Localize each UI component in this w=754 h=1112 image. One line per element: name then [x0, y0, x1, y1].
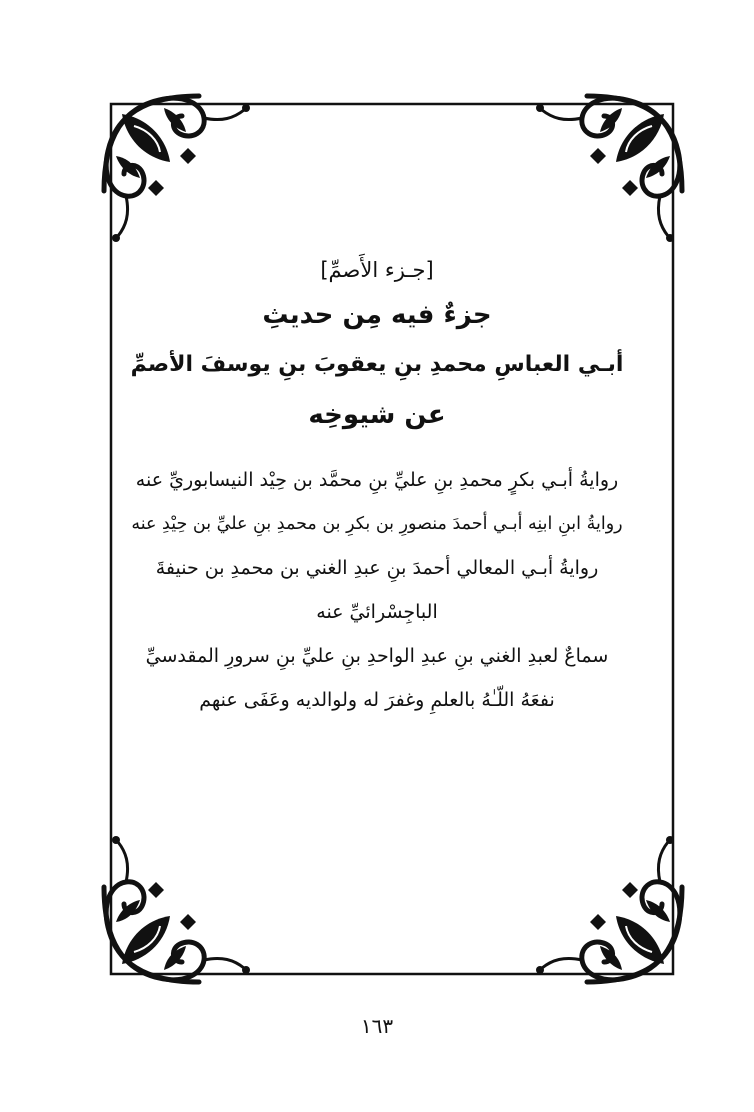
corner-ornament-top-right — [536, 96, 682, 242]
narration-line-6: نفعَهُ اللّـٰهُ بالعلمِ وغفرَ له ولوالديه وعَفَى عنهم — [199, 689, 555, 711]
narration-line-3: روايةُ أبـي المعالي أحمدَ بنِ عبدِ الغني بن محمدِ بن حنيفةَ — [155, 557, 599, 579]
corner-ornament-bottom-right — [536, 836, 682, 982]
title-block — [130, 290, 624, 440]
narration-line-1: روايةُ أبـي بكرٍ محمدِ بنِ عليِّ بنِ محمَّد بن حِيْد النيسابوريِّ عنه — [135, 469, 619, 491]
narration-line-2: روايةُ ابنِ ابنِه أبـي أحمدَ منصورِ بن بكرِ بن محمدِ بنِ عليِّ بن حِيْدِ عنه — [131, 514, 623, 534]
narration-line-4: الباجِسْرائيِّ عنه — [316, 601, 438, 623]
section-label: [جـزء الأَصمِّ] — [320, 258, 434, 282]
title-line-3: عن شيوخِه — [308, 400, 446, 430]
narration-line-5: سماعٌ لعبدِ الغني بنِ عبدِ الواحدِ بنِ عليِّ بنِ سرورِ المقدسيِّ — [145, 645, 609, 667]
narration-chain — [130, 458, 624, 722]
title-page-content — [130, 250, 624, 722]
page-number: ١٦٣ — [360, 1014, 394, 1038]
corner-ornament-bottom-left — [104, 836, 250, 982]
corner-ornament-top-left — [104, 96, 250, 242]
title-line-1: جزءٌ فيه مِن حديثِ — [262, 300, 492, 330]
title-line-2: أبـي العباسِ محمدِ بنِ يعقوبَ بنِ يوسفَ الأصمِّ — [130, 352, 624, 377]
